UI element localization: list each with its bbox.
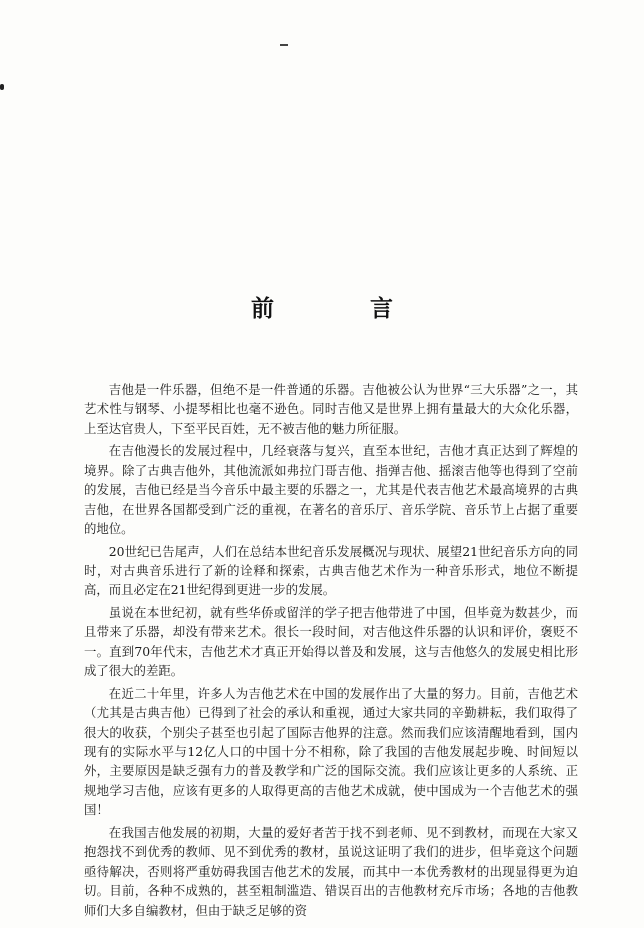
paragraph: 虽说在本世纪初，就有些华侨或留洋的学子把吉他带进了中国，但毕竟为数甚少，而且带来了乐器，却没有带来艺术。很长一段时间，对吉他这件乐器的认识和评价，褒贬不一。直到70年代末，吉他艺术才真正开始得以普及和发展，这与吉他悠久的发展史相比形成了很大的差距。: [84, 605, 578, 679]
paragraph: 在我国吉他发展的初期，大量的爱好者苦于找不到老师、见不到教材，而现在大家又抱怨找不到优秀的教师、见不到优秀的教材，虽说这证明了我们的进步，但毕竟这个问题亟待解决，否则将严重妨碍我国吉他艺术的发展，而其中一本优秀教材的出现显得更为迫切。目前，各种不成熟的，甚至粗制滥造、错误百出的吉他教材充斥市场；各地的吉他教师们大多自编教材，但由于缺乏足够的资: [84, 824, 578, 918]
paragraph: 吉他是一件乐器，但绝不是一件普通的乐器。吉他被公认为世界“三大乐器”之一，其艺术性与钢琴、小提琴相比也毫不逊色。同时吉他又是世界上拥有量最大的大众化乐器，上至达官贵人，下至平民百姓，无不被吉他的魅力所征服。: [84, 382, 578, 436]
body-text: [84, 380, 578, 923]
paragraph: 在近二十年里，许多人为吉他艺术在中国的发展作出了大量的努力。目前，吉他艺术（尤其是古典吉他）已得到了社会的承认和重视，通过大家共同的辛勤耕耘，我们取得了很大的收获，个别尖子甚至也引起了国际吉他界的注意。然而我们应该清醒地看到，国内现有的实际水平与12亿人口的中国十分不相称，除了我国的吉他发展起步晚、时间短以外，主要原因是缺乏强有力的普及教学和广泛的国际交流。我们应该让更多的人系统、正规地学习吉他，应该有更多的人取得更高的吉他艺术成就，使中国成为一个吉他艺术的强国！: [84, 685, 578, 818]
paragraph: 在吉他漫长的发展过程中，几经衰落与复兴，直至本世纪，吉他才真正达到了辉煌的境界。除了古典吉他外，其他流派如弗拉门哥吉他、指弹吉他、摇滚吉他等也得到了空前的发展，吉他已经是当今音乐中最主要的乐器之一，尤其是代表吉他艺术最高境界的古典吉他，在世界各国都受到广泛的重视，在著名的音乐厅、音乐学院、音乐节上占据了重要的地位。: [84, 443, 578, 537]
printer-mark: [280, 44, 288, 46]
paragraph: 20世纪已告尾声，人们在总结本世纪音乐发展概况与现状、展望21世纪音乐方向的同时，对古典音乐进行了新的诠释和探索，古典吉他艺术作为一种音乐形式，地位不断提高，而且必定在21世纪得到更进一步的发展。: [84, 543, 578, 598]
page-title: 前 言: [250, 295, 437, 322]
binding-mark: [0, 84, 4, 90]
